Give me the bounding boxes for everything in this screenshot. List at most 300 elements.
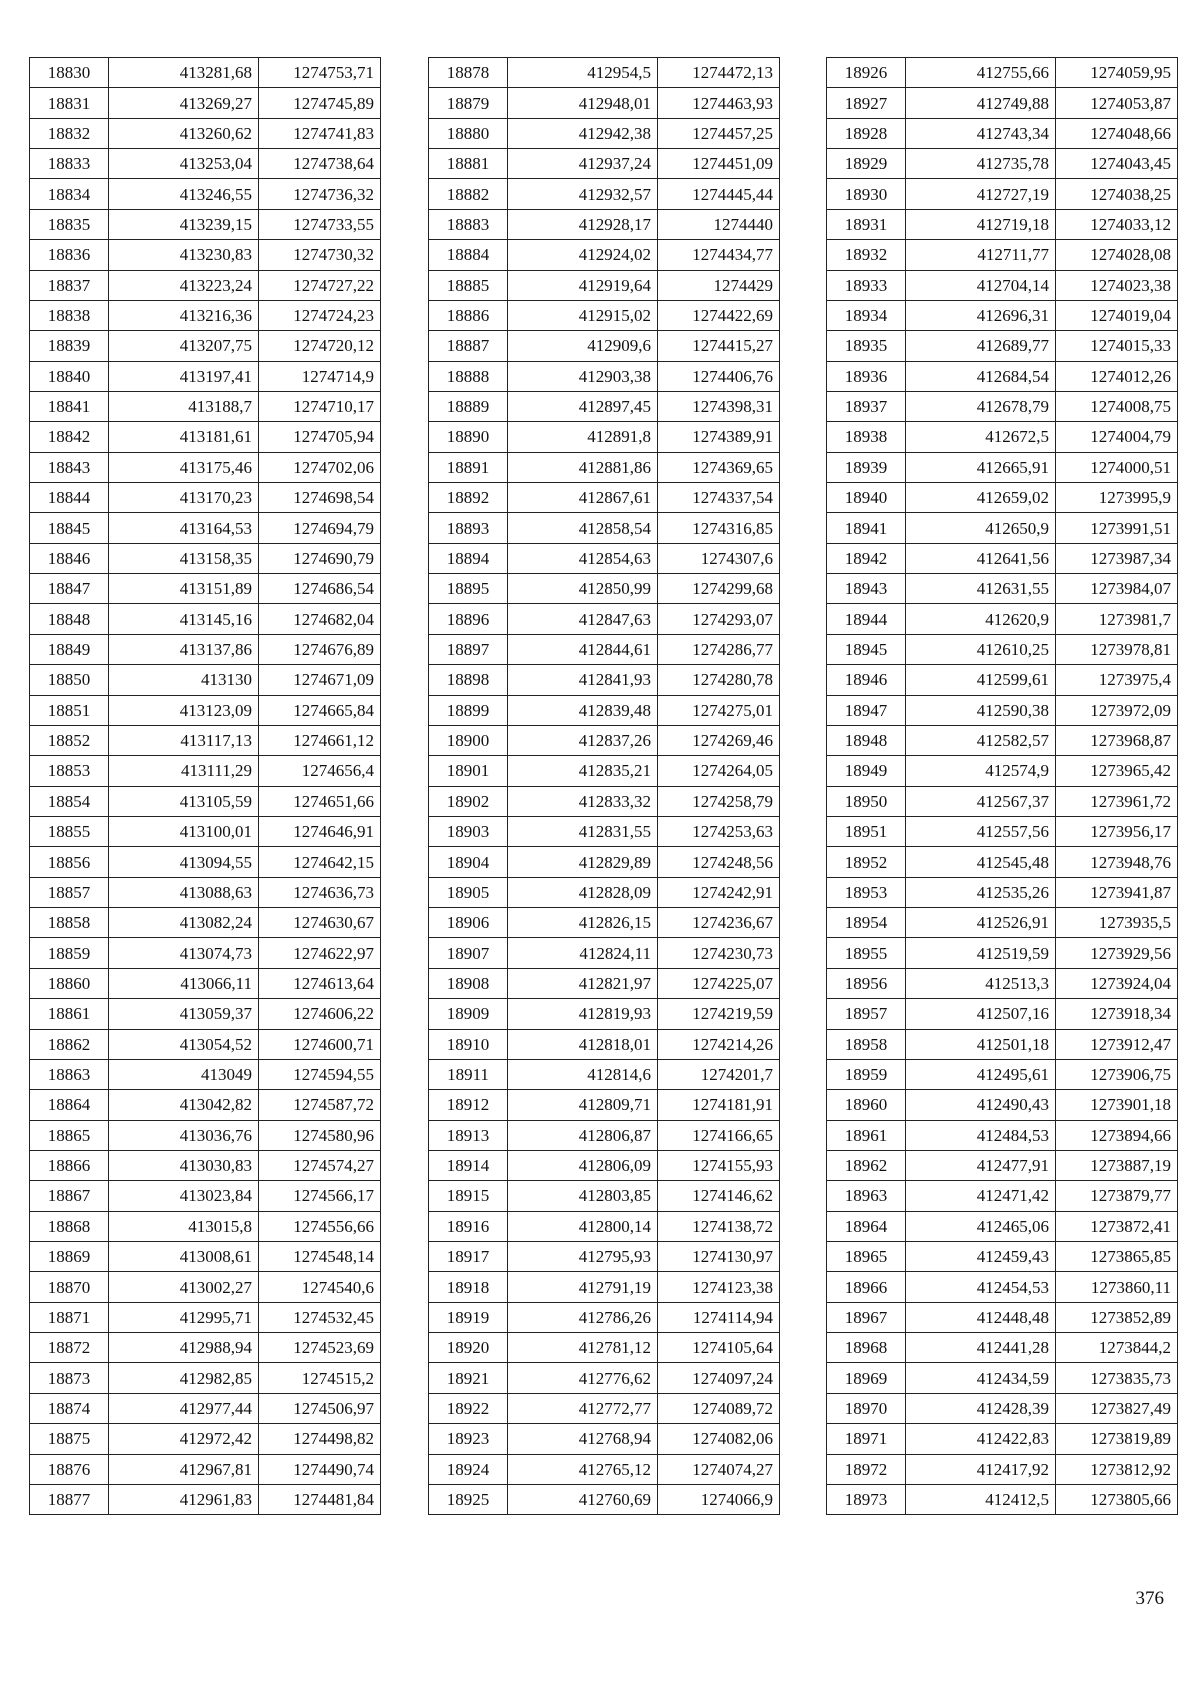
table-row <box>30 1454 381 1484</box>
x-coordinate-cell: 413253,04 <box>109 149 259 179</box>
point-number-cell: 18971 <box>827 1424 906 1454</box>
table-row <box>429 756 780 786</box>
y-coordinate-cell: 1274636,73 <box>259 877 381 907</box>
table-row <box>827 513 1178 543</box>
point-number-cell: 18856 <box>30 847 109 877</box>
point-number-cell: 18857 <box>30 877 109 907</box>
table-row <box>429 1242 780 1272</box>
y-coordinate-cell: 1274676,89 <box>259 634 381 664</box>
point-number-cell: 18957 <box>827 999 906 1029</box>
table-row <box>30 1242 381 1272</box>
y-coordinate-cell: 1274155,93 <box>658 1150 780 1180</box>
table-row <box>30 1302 381 1332</box>
point-number-cell: 18832 <box>30 118 109 148</box>
point-number-cell: 18880 <box>429 118 508 148</box>
y-coordinate-cell: 1274230,73 <box>658 938 780 968</box>
x-coordinate-cell: 412854,63 <box>508 543 658 573</box>
x-coordinate-cell: 412829,89 <box>508 847 658 877</box>
x-coordinate-cell: 413074,73 <box>109 938 259 968</box>
y-coordinate-cell: 1274481,84 <box>259 1484 381 1514</box>
table-row <box>429 574 780 604</box>
table-row <box>827 1242 1178 1272</box>
x-coordinate-cell: 412903,38 <box>508 361 658 391</box>
point-number-cell: 18909 <box>429 999 508 1029</box>
point-number-cell: 18897 <box>429 634 508 664</box>
y-coordinate-cell: 1273968,87 <box>1056 725 1178 755</box>
table-row <box>827 1059 1178 1089</box>
point-number-cell: 18916 <box>429 1211 508 1241</box>
point-number-cell: 18860 <box>30 968 109 998</box>
y-coordinate-cell: 1274622,97 <box>259 938 381 968</box>
table-row <box>30 1333 381 1363</box>
page-number: 376 <box>1135 1588 1164 1609</box>
y-coordinate-cell: 1274097,24 <box>658 1363 780 1393</box>
x-coordinate-cell: 413260,62 <box>109 118 259 148</box>
x-coordinate-cell: 412768,94 <box>508 1424 658 1454</box>
y-coordinate-cell: 1274490,74 <box>259 1454 381 1484</box>
y-coordinate-cell: 1274280,78 <box>658 665 780 695</box>
coordinate-table-body <box>429 58 780 1515</box>
y-coordinate-cell: 1274219,59 <box>658 999 780 1029</box>
table-row <box>30 1484 381 1514</box>
y-coordinate-cell: 1273912,47 <box>1056 1029 1178 1059</box>
point-number-cell: 18945 <box>827 634 906 664</box>
y-coordinate-cell: 1273827,49 <box>1056 1393 1178 1423</box>
x-coordinate-cell: 413082,24 <box>109 908 259 938</box>
x-coordinate-cell: 412824,11 <box>508 938 658 968</box>
x-coordinate-cell: 413239,15 <box>109 209 259 239</box>
table-row <box>429 543 780 573</box>
y-coordinate-cell: 1273812,92 <box>1056 1454 1178 1484</box>
y-coordinate-cell: 1274422,69 <box>658 300 780 330</box>
y-coordinate-cell: 1274472,13 <box>658 58 780 88</box>
x-coordinate-cell: 413030,83 <box>109 1150 259 1180</box>
table-row <box>429 1363 780 1393</box>
point-number-cell: 18948 <box>827 725 906 755</box>
y-coordinate-cell: 1274736,32 <box>259 179 381 209</box>
x-coordinate-cell: 412972,42 <box>109 1424 259 1454</box>
point-number-cell: 18843 <box>30 452 109 482</box>
table-row <box>429 816 780 846</box>
table-row <box>827 1150 1178 1180</box>
table-row <box>30 88 381 118</box>
y-coordinate-cell: 1273901,18 <box>1056 1090 1178 1120</box>
point-number-cell: 18965 <box>827 1242 906 1272</box>
table-row <box>30 847 381 877</box>
table-row <box>429 908 780 938</box>
x-coordinate-cell: 412412,5 <box>906 1484 1056 1514</box>
y-coordinate-cell: 1274008,75 <box>1056 391 1178 421</box>
x-coordinate-cell: 413145,16 <box>109 604 259 634</box>
x-coordinate-cell: 413015,8 <box>109 1211 259 1241</box>
x-coordinate-cell: 413054,52 <box>109 1029 259 1059</box>
y-coordinate-cell: 1274515,2 <box>259 1363 381 1393</box>
x-coordinate-cell: 413164,53 <box>109 513 259 543</box>
x-coordinate-cell: 412841,93 <box>508 665 658 695</box>
y-coordinate-cell: 1274532,45 <box>259 1302 381 1332</box>
table-row <box>429 1302 780 1332</box>
point-number-cell: 18883 <box>429 209 508 239</box>
table-row <box>30 422 381 452</box>
table-row <box>429 422 780 452</box>
x-coordinate-cell: 412631,55 <box>906 574 1056 604</box>
y-coordinate-cell: 1274286,77 <box>658 634 780 664</box>
y-coordinate-cell: 1274258,79 <box>658 786 780 816</box>
table-row <box>827 1211 1178 1241</box>
point-number-cell: 18973 <box>827 1484 906 1514</box>
table-row <box>429 88 780 118</box>
x-coordinate-cell: 412835,21 <box>508 756 658 786</box>
y-coordinate-cell: 1274059,95 <box>1056 58 1178 88</box>
y-coordinate-cell: 1274642,15 <box>259 847 381 877</box>
x-coordinate-cell: 412434,59 <box>906 1363 1056 1393</box>
point-number-cell: 18894 <box>429 543 508 573</box>
point-number-cell: 18847 <box>30 574 109 604</box>
y-coordinate-cell: 1274028,08 <box>1056 240 1178 270</box>
point-number-cell: 18865 <box>30 1120 109 1150</box>
x-coordinate-cell: 412711,77 <box>906 240 1056 270</box>
y-coordinate-cell: 1274043,45 <box>1056 149 1178 179</box>
point-number-cell: 18938 <box>827 422 906 452</box>
y-coordinate-cell: 1274646,91 <box>259 816 381 846</box>
x-coordinate-cell: 412919,64 <box>508 270 658 300</box>
x-coordinate-cell: 412727,19 <box>906 179 1056 209</box>
table-row <box>429 968 780 998</box>
y-coordinate-cell: 1274451,09 <box>658 149 780 179</box>
table-row <box>429 1454 780 1484</box>
table-row <box>429 665 780 695</box>
table-row <box>30 391 381 421</box>
point-number-cell: 18903 <box>429 816 508 846</box>
table-row <box>30 695 381 725</box>
table-row <box>827 1090 1178 1120</box>
y-coordinate-cell: 1273918,34 <box>1056 999 1178 1029</box>
x-coordinate-cell: 413188,7 <box>109 391 259 421</box>
point-number-cell: 18896 <box>429 604 508 634</box>
x-coordinate-cell: 412765,12 <box>508 1454 658 1484</box>
point-number-cell: 18967 <box>827 1302 906 1332</box>
table-row <box>30 968 381 998</box>
table-row <box>429 786 780 816</box>
table-row <box>429 877 780 907</box>
point-number-cell: 18927 <box>827 88 906 118</box>
table-row <box>30 786 381 816</box>
point-number-cell: 18834 <box>30 179 109 209</box>
x-coordinate-cell: 412806,09 <box>508 1150 658 1180</box>
point-number-cell: 18969 <box>827 1363 906 1393</box>
table-row <box>429 452 780 482</box>
point-number-cell: 18958 <box>827 1029 906 1059</box>
x-coordinate-cell: 412781,12 <box>508 1333 658 1363</box>
table-row <box>827 452 1178 482</box>
table-row <box>429 209 780 239</box>
y-coordinate-cell: 1274600,71 <box>259 1029 381 1059</box>
y-coordinate-cell: 1274123,38 <box>658 1272 780 1302</box>
point-number-cell: 18851 <box>30 695 109 725</box>
point-number-cell: 18888 <box>429 361 508 391</box>
table-row <box>827 665 1178 695</box>
y-coordinate-cell: 1274574,27 <box>259 1150 381 1180</box>
point-number-cell: 18867 <box>30 1181 109 1211</box>
table-row <box>30 756 381 786</box>
y-coordinate-cell: 1273991,51 <box>1056 513 1178 543</box>
point-number-cell: 18859 <box>30 938 109 968</box>
x-coordinate-cell: 412831,55 <box>508 816 658 846</box>
x-coordinate-cell: 412937,24 <box>508 149 658 179</box>
point-number-cell: 18925 <box>429 1484 508 1514</box>
x-coordinate-cell: 412818,01 <box>508 1029 658 1059</box>
point-number-cell: 18869 <box>30 1242 109 1272</box>
x-coordinate-cell: 413123,09 <box>109 695 259 725</box>
x-coordinate-cell: 412471,42 <box>906 1181 1056 1211</box>
y-coordinate-cell: 1274702,06 <box>259 452 381 482</box>
point-number-cell: 18891 <box>429 452 508 482</box>
table-row <box>30 1120 381 1150</box>
y-coordinate-cell: 1274201,7 <box>658 1059 780 1089</box>
x-coordinate-cell: 412672,5 <box>906 422 1056 452</box>
table-row <box>30 1059 381 1089</box>
y-coordinate-cell: 1274727,22 <box>259 270 381 300</box>
y-coordinate-cell: 1274445,44 <box>658 179 780 209</box>
point-number-cell: 18962 <box>827 1150 906 1180</box>
x-coordinate-cell: 412850,99 <box>508 574 658 604</box>
y-coordinate-cell: 1274214,26 <box>658 1029 780 1059</box>
table-row <box>429 331 780 361</box>
point-number-cell: 18875 <box>30 1424 109 1454</box>
y-coordinate-cell: 1274665,84 <box>259 695 381 725</box>
x-coordinate-cell: 412982,85 <box>109 1363 259 1393</box>
x-coordinate-cell: 412867,61 <box>508 483 658 513</box>
y-coordinate-cell: 1274724,23 <box>259 300 381 330</box>
y-coordinate-cell: 1274556,66 <box>259 1211 381 1241</box>
point-number-cell: 18842 <box>30 422 109 452</box>
table-row <box>827 179 1178 209</box>
x-coordinate-cell: 412924,02 <box>508 240 658 270</box>
point-number-cell: 18841 <box>30 391 109 421</box>
table-row <box>30 361 381 391</box>
x-coordinate-cell: 413207,75 <box>109 331 259 361</box>
point-number-cell: 18905 <box>429 877 508 907</box>
table-row <box>429 1484 780 1514</box>
x-coordinate-cell: 412610,25 <box>906 634 1056 664</box>
point-number-cell: 18929 <box>827 149 906 179</box>
y-coordinate-cell: 1274506,97 <box>259 1393 381 1423</box>
x-coordinate-cell: 412844,61 <box>508 634 658 664</box>
x-coordinate-cell: 412776,62 <box>508 1363 658 1393</box>
x-coordinate-cell: 412915,02 <box>508 300 658 330</box>
point-number-cell: 18949 <box>827 756 906 786</box>
table-row <box>827 1363 1178 1393</box>
y-coordinate-cell: 1273887,19 <box>1056 1150 1178 1180</box>
table-row <box>30 149 381 179</box>
point-number-cell: 18830 <box>30 58 109 88</box>
x-coordinate-cell: 412988,94 <box>109 1333 259 1363</box>
point-number-cell: 18932 <box>827 240 906 270</box>
point-number-cell: 18953 <box>827 877 906 907</box>
table-row <box>30 543 381 573</box>
y-coordinate-cell: 1274690,79 <box>259 543 381 573</box>
point-number-cell: 18922 <box>429 1393 508 1423</box>
point-number-cell: 18845 <box>30 513 109 543</box>
x-coordinate-cell: 412828,09 <box>508 877 658 907</box>
x-coordinate-cell: 412417,92 <box>906 1454 1056 1484</box>
y-coordinate-cell: 1273948,76 <box>1056 847 1178 877</box>
point-number-cell: 18930 <box>827 179 906 209</box>
table-row <box>827 1484 1178 1514</box>
x-coordinate-cell: 412735,78 <box>906 149 1056 179</box>
y-coordinate-cell: 1274146,62 <box>658 1181 780 1211</box>
table-row <box>429 240 780 270</box>
point-number-cell: 18833 <box>30 149 109 179</box>
y-coordinate-cell: 1274730,32 <box>259 240 381 270</box>
table-row <box>827 1454 1178 1484</box>
point-number-cell: 18872 <box>30 1333 109 1363</box>
table-row <box>429 483 780 513</box>
x-coordinate-cell: 413105,59 <box>109 786 259 816</box>
x-coordinate-cell: 412800,14 <box>508 1211 658 1241</box>
point-number-cell: 18954 <box>827 908 906 938</box>
point-number-cell: 18900 <box>429 725 508 755</box>
table-row <box>30 665 381 695</box>
table-row <box>30 816 381 846</box>
x-coordinate-cell: 412513,3 <box>906 968 1056 998</box>
coordinate-table-1 <box>29 57 381 1515</box>
table-row <box>429 1150 780 1180</box>
point-number-cell: 18943 <box>827 574 906 604</box>
y-coordinate-cell: 1274316,85 <box>658 513 780 543</box>
x-coordinate-cell: 412507,16 <box>906 999 1056 1029</box>
x-coordinate-cell: 412786,26 <box>508 1302 658 1332</box>
coordinate-table-3 <box>826 57 1178 1515</box>
table-row <box>30 300 381 330</box>
x-coordinate-cell: 412948,01 <box>508 88 658 118</box>
y-coordinate-cell: 1274429 <box>658 270 780 300</box>
point-number-cell: 18846 <box>30 543 109 573</box>
y-coordinate-cell: 1274033,12 <box>1056 209 1178 239</box>
table-row <box>30 574 381 604</box>
x-coordinate-cell: 412803,85 <box>508 1181 658 1211</box>
x-coordinate-cell: 412501,18 <box>906 1029 1056 1059</box>
y-coordinate-cell: 1274225,07 <box>658 968 780 998</box>
x-coordinate-cell: 412967,81 <box>109 1454 259 1484</box>
point-number-cell: 18950 <box>827 786 906 816</box>
table-row <box>429 361 780 391</box>
point-number-cell: 18906 <box>429 908 508 938</box>
table-row <box>30 58 381 88</box>
y-coordinate-cell: 1274671,09 <box>259 665 381 695</box>
y-coordinate-cell: 1274714,9 <box>259 361 381 391</box>
x-coordinate-cell: 412942,38 <box>508 118 658 148</box>
table-row <box>429 270 780 300</box>
table-row <box>827 604 1178 634</box>
table-row <box>827 938 1178 968</box>
y-coordinate-cell: 1274264,05 <box>658 756 780 786</box>
x-coordinate-cell: 412954,5 <box>508 58 658 88</box>
y-coordinate-cell: 1273984,07 <box>1056 574 1178 604</box>
table-row <box>827 634 1178 664</box>
point-number-cell: 18937 <box>827 391 906 421</box>
point-number-cell: 18881 <box>429 149 508 179</box>
x-coordinate-cell: 412441,28 <box>906 1333 1056 1363</box>
x-coordinate-cell: 412650,9 <box>906 513 1056 543</box>
table-row <box>827 118 1178 148</box>
y-coordinate-cell: 1274066,9 <box>658 1484 780 1514</box>
point-number-cell: 18878 <box>429 58 508 88</box>
point-number-cell: 18904 <box>429 847 508 877</box>
table-row <box>827 270 1178 300</box>
point-number-cell: 18960 <box>827 1090 906 1120</box>
point-number-cell: 18895 <box>429 574 508 604</box>
point-number-cell: 18923 <box>429 1424 508 1454</box>
table-row <box>30 240 381 270</box>
table-row <box>827 968 1178 998</box>
y-coordinate-cell: 1274651,66 <box>259 786 381 816</box>
x-coordinate-cell: 412749,88 <box>906 88 1056 118</box>
y-coordinate-cell: 1273987,34 <box>1056 543 1178 573</box>
point-number-cell: 18837 <box>30 270 109 300</box>
y-coordinate-cell: 1274587,72 <box>259 1090 381 1120</box>
y-coordinate-cell: 1274337,54 <box>658 483 780 513</box>
y-coordinate-cell: 1274606,22 <box>259 999 381 1029</box>
x-coordinate-cell: 412837,26 <box>508 725 658 755</box>
x-coordinate-cell: 412484,53 <box>906 1120 1056 1150</box>
y-coordinate-cell: 1273995,9 <box>1056 483 1178 513</box>
table-row <box>827 1029 1178 1059</box>
x-coordinate-cell: 412819,93 <box>508 999 658 1029</box>
point-number-cell: 18936 <box>827 361 906 391</box>
point-number-cell: 18952 <box>827 847 906 877</box>
point-number-cell: 18963 <box>827 1181 906 1211</box>
x-coordinate-cell: 412814,6 <box>508 1059 658 1089</box>
y-coordinate-cell: 1274389,91 <box>658 422 780 452</box>
table-row <box>30 1181 381 1211</box>
coordinate-table-body <box>827 58 1178 1515</box>
point-number-cell: 18871 <box>30 1302 109 1332</box>
y-coordinate-cell: 1274166,65 <box>658 1120 780 1150</box>
point-number-cell: 18839 <box>30 331 109 361</box>
x-coordinate-cell: 413170,23 <box>109 483 259 513</box>
point-number-cell: 18924 <box>429 1454 508 1484</box>
point-number-cell: 18850 <box>30 665 109 695</box>
point-number-cell: 18966 <box>827 1272 906 1302</box>
y-coordinate-cell: 1274753,71 <box>259 58 381 88</box>
table-row <box>429 149 780 179</box>
x-coordinate-cell: 412519,59 <box>906 938 1056 968</box>
y-coordinate-cell: 1274269,46 <box>658 725 780 755</box>
x-coordinate-cell: 412909,6 <box>508 331 658 361</box>
table-row <box>429 179 780 209</box>
y-coordinate-cell: 1273865,85 <box>1056 1242 1178 1272</box>
x-coordinate-cell: 412719,18 <box>906 209 1056 239</box>
table-row <box>30 483 381 513</box>
point-number-cell: 18913 <box>429 1120 508 1150</box>
y-coordinate-cell: 1273805,66 <box>1056 1484 1178 1514</box>
table-row <box>429 1272 780 1302</box>
table-row <box>30 1150 381 1180</box>
x-coordinate-cell: 413181,61 <box>109 422 259 452</box>
table-row <box>827 391 1178 421</box>
x-coordinate-cell: 413100,01 <box>109 816 259 846</box>
point-number-cell: 18917 <box>429 1242 508 1272</box>
table-row <box>30 1424 381 1454</box>
table-row <box>429 1211 780 1241</box>
y-coordinate-cell: 1274299,68 <box>658 574 780 604</box>
x-coordinate-cell: 413066,11 <box>109 968 259 998</box>
point-number-cell: 18942 <box>827 543 906 573</box>
x-coordinate-cell: 412961,83 <box>109 1484 259 1514</box>
y-coordinate-cell: 1274566,17 <box>259 1181 381 1211</box>
table-row <box>30 725 381 755</box>
